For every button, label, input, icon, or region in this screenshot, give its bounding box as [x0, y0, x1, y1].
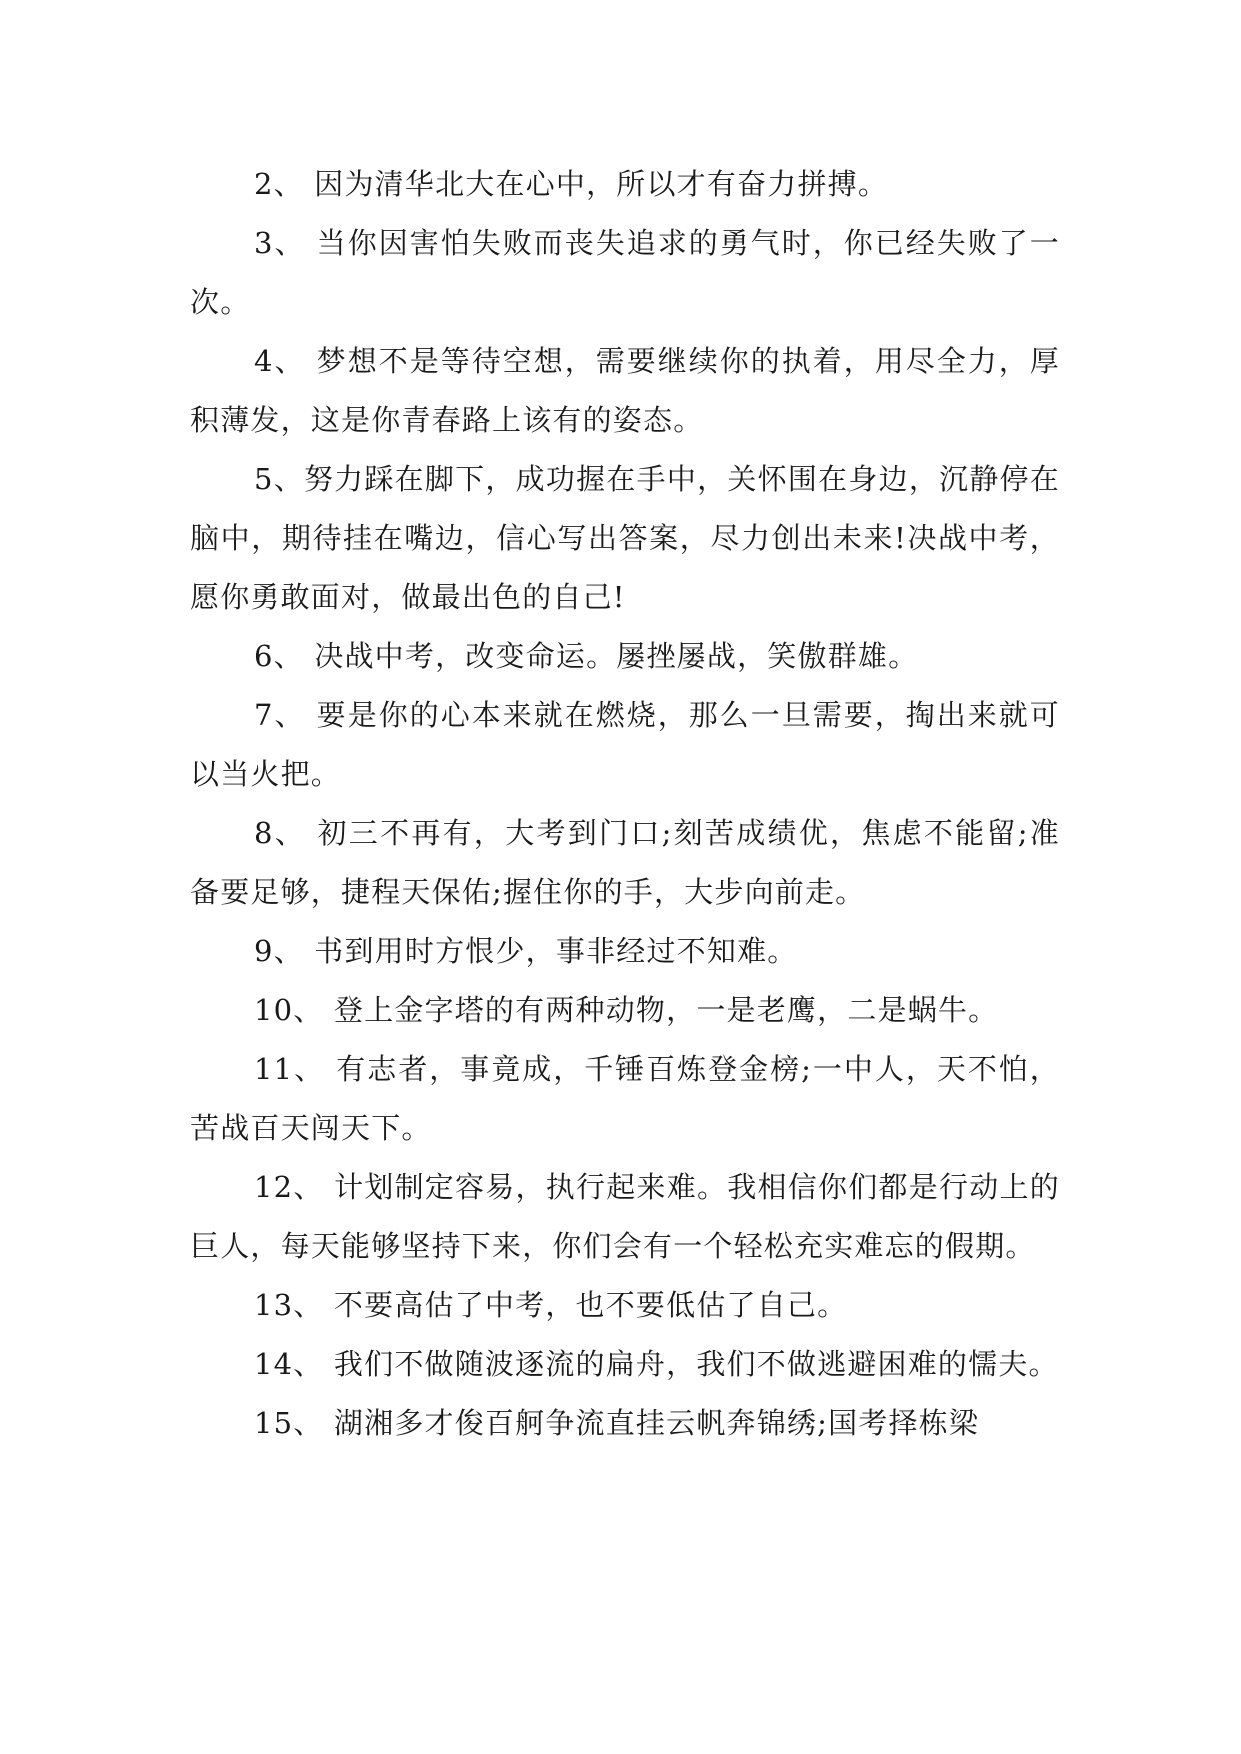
paragraph-6: 6、 决战中考，改变命运。屡挫屡战，笑傲群雄。	[254, 639, 919, 673]
paragraph-9: 9、 书到用时方恨少，事非经过不知难。	[254, 934, 798, 968]
paragraph-5: 5、努力踩在脚下，成功握在手中，关怀围在身边，沉静停在脑中，期待挂在嘴边，信心写出答案，尽力创出未来!决战中考，愿你勇敢面对，做最出色的自己!	[190, 462, 1060, 614]
paragraph-10: 10、 登上金字塔的有两种动物，一是老鹰，二是蜗牛。	[254, 993, 999, 1027]
paragraph-7: 7、 要是你的心本来就在燃烧，那么一旦需要，掏出来就可以当火把。	[190, 698, 1060, 791]
paragraph-14: 14、 我们不做随波逐流的扁舟，我们不做逃避困难的懦夫。	[254, 1347, 1059, 1381]
document-body	[190, 155, 1060, 1453]
paragraph-4: 4、 梦想不是等待空想，需要继续你的执着，用尽全力，厚积薄发，这是你青春路上该有的姿态。	[190, 344, 1060, 437]
paragraph-11: 11、 有志者，事竟成，千锤百炼登金榜;一中人，天不怕，苦战百天闯天下。	[190, 1052, 1060, 1145]
paragraph-13: 13、 不要高估了中考，也不要低估了自己。	[254, 1288, 848, 1322]
paragraph-2: 2、 因为清华北大在心中，所以才有奋力拼搏。	[254, 167, 889, 201]
paragraph-3: 3、 当你因害怕失败而丧失追求的勇气时，你已经失败了一次。	[190, 226, 1060, 319]
paragraph-12: 12、 计划制定容易，执行起来难。我相信你们都是行动上的巨人，每天能够坚持下来，你们会有一个轻松充实难忘的假期。	[190, 1170, 1060, 1263]
paragraph-8: 8、 初三不再有，大考到门口;刻苦成绩优，焦虑不能留;准备要足够，捷程天保佑;握住你的手，大步向前走。	[190, 816, 1060, 909]
paragraph-15: 15、 湖湘多才俊百舸争流直挂云帆奔锦绣;国考择栋梁	[254, 1406, 980, 1440]
